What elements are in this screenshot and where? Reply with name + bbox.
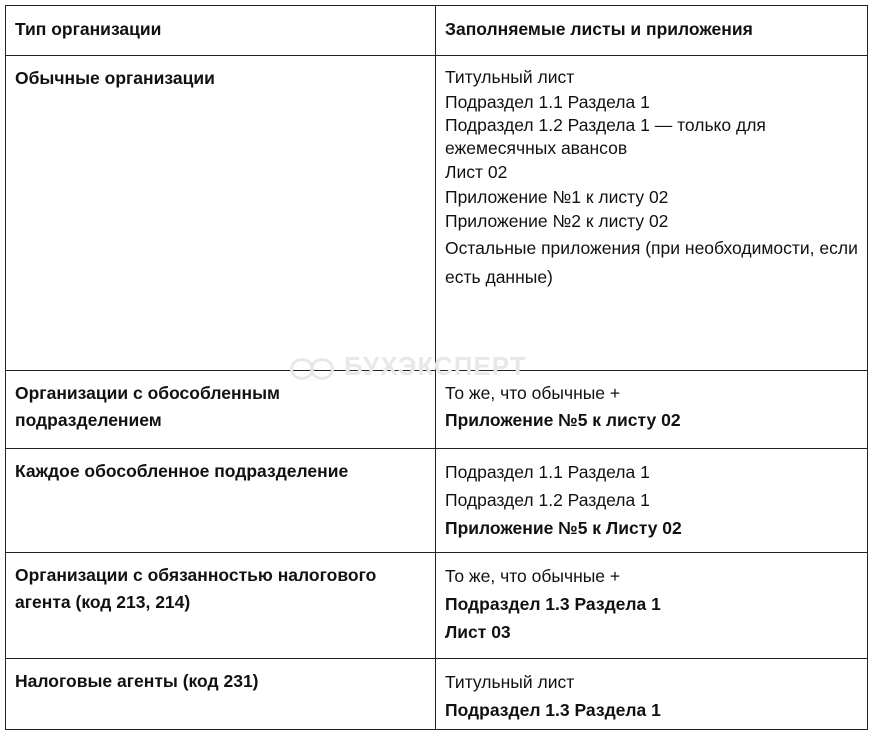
sheet-line: Подраздел 1.3 Раздела 1 <box>445 700 661 720</box>
watermark <box>290 351 527 382</box>
sheets-cell <box>436 56 868 371</box>
sheet-line: Приложение №2 к листу 02 <box>445 211 669 231</box>
sheet-line: Приложение №5 к листу 02 <box>445 410 681 430</box>
org-type-cell <box>6 56 436 371</box>
header-org-type: Тип организации <box>6 6 436 56</box>
table-row <box>6 371 868 449</box>
glasses-logo-icon <box>290 356 334 378</box>
sheet-line: Остальные приложения (при необходимости, если есть данные) <box>445 237 858 287</box>
sheet-line: Подраздел 1.2 Раздела 1 <box>445 490 650 510</box>
sheets-cell <box>436 553 868 659</box>
org-type-cell <box>6 659 436 730</box>
org-type-label: Налоговые агенты (код 231) <box>15 671 259 691</box>
sheet-line: Приложение №1 к листу 02 <box>445 186 669 207</box>
sheet-line: То же, что обычные + <box>445 383 621 403</box>
table-row <box>6 449 868 553</box>
sheet-line: То же, что обычные + <box>445 566 621 586</box>
sheets-cell <box>436 659 868 730</box>
header-sheets: Заполняемые листы и приложения <box>436 6 868 56</box>
sheets-cell <box>436 449 868 553</box>
sheet-line: Подраздел 1.1 Раздела 1 <box>445 91 650 112</box>
sheets-cell <box>436 371 868 449</box>
org-type-cell <box>6 449 436 553</box>
sheet-line: Титульный лист <box>445 672 575 692</box>
sheet-line: Приложение №5 к Листу 02 <box>445 518 682 538</box>
sheet-line: Подраздел 1.3 Раздела 1 <box>445 594 661 614</box>
org-type-label: Организации с обособленным подразделением <box>15 383 280 430</box>
table-row <box>6 56 868 371</box>
watermark-text: БУХЭКСПЕРТ <box>344 351 527 381</box>
sheet-line: Лист 02 <box>445 162 508 182</box>
org-type-label: Обычные организации <box>15 68 215 88</box>
table-row <box>6 659 868 730</box>
org-type-cell <box>6 371 436 449</box>
org-type-label: Каждое обособленное подразделение <box>15 461 349 481</box>
org-type-label: Организации с обязанностью налогового агента (код 213, 214) <box>15 565 377 612</box>
sheet-line: Подраздел 1.2 Раздела 1 — только для ежемесячных авансов <box>445 115 766 158</box>
sheet-line: Титульный лист <box>445 67 575 87</box>
table-header-row <box>6 6 868 56</box>
table-row <box>6 553 868 659</box>
sheet-line: Лист 03 <box>445 622 511 642</box>
sheet-line: Подраздел 1.1 Раздела 1 <box>445 462 650 482</box>
org-type-cell <box>6 553 436 659</box>
